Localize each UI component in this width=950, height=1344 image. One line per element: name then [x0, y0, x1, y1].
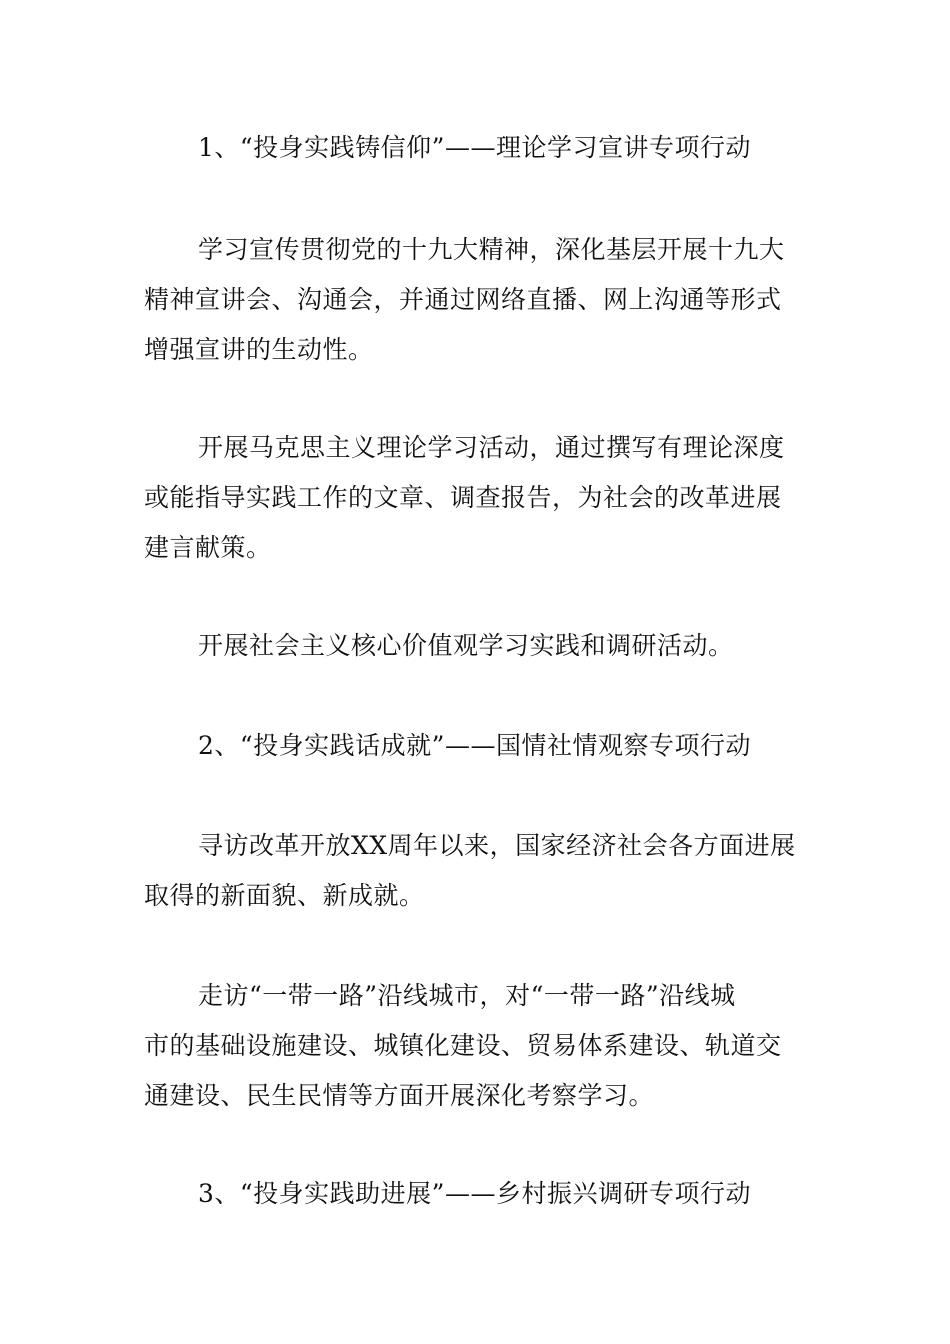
paragraph-line: 走访“一带一路”沿线城市，对“一带一路”沿线城	[198, 981, 736, 1010]
paragraph-line: 精神宣讲会、沟通会，并通过网络直播、网上沟通等形式	[144, 285, 782, 314]
section-1-heading: 1、“投身实践铸信仰”——理论学习宣讲专项行动	[198, 133, 751, 162]
paragraph-line: 开展社会主义核心价值观学习实践和调研活动。	[198, 631, 734, 660]
paragraph-line: 寻访改革开放XX周年以来，国家经济社会各方面进展	[198, 831, 796, 860]
section-2-heading: 2、“投身实践话成就”——国情社情观察专项行动	[198, 731, 751, 760]
paragraph-line: 通建设、民生民情等方面开展深化考察学习。	[144, 1081, 655, 1110]
paragraph-line: 学习宣传贯彻党的十九大精神，深化基层开展十九大	[198, 235, 785, 264]
paragraph-line: 取得的新面貌、新成就。	[144, 881, 425, 910]
paragraph-line: 或能指导实践工作的文章、调查报告，为社会的改革进展	[144, 483, 782, 512]
paragraph-line: 增强宣讲的生动性。	[144, 335, 374, 364]
section-3-heading: 3、“投身实践助进展”——乡村振兴调研专项行动	[198, 1179, 751, 1208]
paragraph-line: 市的基础设施建设、城镇化建设、贸易体系建设、轨道交	[144, 1031, 782, 1060]
paragraph-line: 建言献策。	[144, 533, 272, 562]
paragraph-line: 开展马克思主义理论学习活动，通过撰写有理论深度	[198, 433, 785, 462]
